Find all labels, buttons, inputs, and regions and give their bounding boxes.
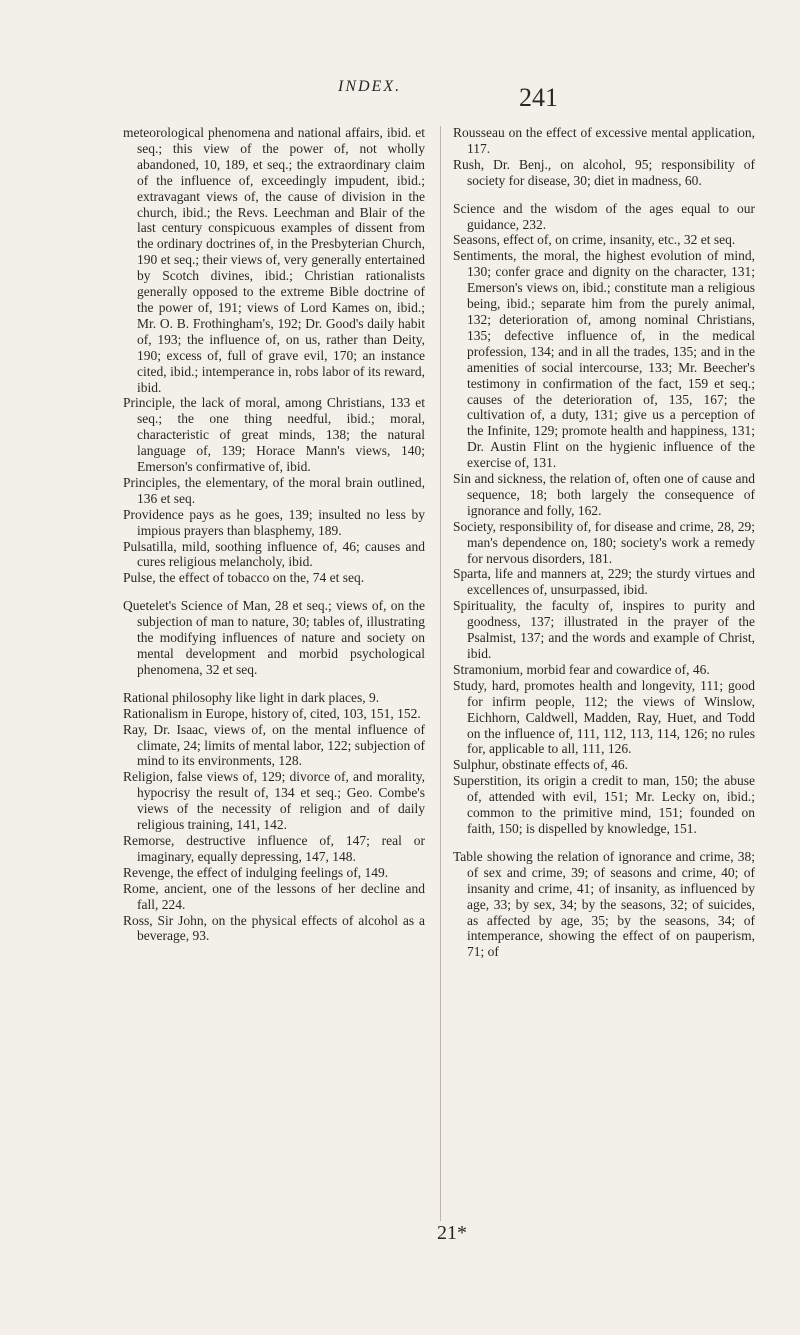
index-entry: Rome, ancient, one of the lessons of her decline and fall, 224. [123, 880, 425, 912]
index-entry: Pulsatilla, mild, soothing influence of, 46; causes and cures religious melancholy, ibid. [123, 538, 425, 570]
index-entry: Table showing the relation of ignorance and crime, 38; of sex and crime, 39; of seasons and crime, 40; of insanity and crime, 41; of insanity, as influenced by age, 33; by sex, 34; by the seasons, 32; of suicides, as affected by age, 35; by the seasons, 34; of intemperance, showing the effect of on pauperism, 71; of [453, 848, 755, 960]
page-header-title: INDEX. [338, 78, 402, 95]
index-entry: Principle, the lack of moral, among Christians, 133 et seq.; the one thing needful, ibid.; moral, characteristic of great minds, 138; the natural language of, 139; Horace Mann's views, 140; Emerson's confirmative of, ibid. [123, 395, 425, 475]
index-column-left [123, 125, 425, 944]
signature-mark: 21* [437, 1222, 467, 1244]
page-number: 241 [519, 83, 558, 112]
index-entry: Pulse, the effect of tobacco on the, 74 et seq. [123, 570, 365, 586]
index-entry: Seasons, effect of, on crime, insanity, etc., 32 et seq. [453, 232, 736, 248]
column-divider [440, 126, 441, 1221]
index-entry: Religion, false views of, 129; divorce of, and morality, hypocrisy the result of, 134 et seq.; Geo. Combe's views of the necessity of religion and of daily religious training, 141, 142. [123, 769, 425, 833]
index-entry: Superstition, its origin a credit to man, 150; the abuse of, attended with evil, 151; Mr. Lecky on, ibid.; common to the primitive mind, 151; founded on faith, 150; is dispelled by knowledge, 151. [453, 773, 755, 836]
index-entry: Sparta, life and manners at, 229; the sturdy virtues and excellences of, unsurpassed, ibid. [453, 566, 755, 598]
index-entry: Quetelet's Science of Man, 28 et seq.; views of, on the subjection of man to nature, 30; tables of, illustrating the modifying influences of nature and society on mental development and morbid psychological phenomena, 32 et seq. [123, 598, 425, 677]
index-entry: Science and the wisdom of the ages equal to our guidance, 232. [453, 200, 755, 232]
index-entry: Rousseau on the effect of excessive mental application, 117. [453, 125, 755, 156]
index-entry: Ray, Dr. Isaac, views of, on the mental influence of climate, 24; limits of mental labor, 122; subjection of mind to its environments, 128. [123, 721, 425, 769]
index-entry: Revenge, the effect of indulging feelings of, 149. [123, 864, 389, 880]
index-column-right [453, 125, 755, 960]
index-entry: Study, hard, promotes health and longevity, 111; good for infirm people, 112; the views of Winslow, Eichhorn, Caldwell, Madden, Ray, Huet, and Todd on the influence of, 111, 112, 113, 114, 126; no rules for, applicable to all, 111, 126. [453, 677, 755, 757]
index-entry: Remorse, destructive influence of, 147; real or imaginary, equally depressing, 147, 148. [123, 832, 425, 864]
index-entry: Sin and sickness, the relation of, often one of cause and sequence, 18; both largely the consequence of ignorance and folly, 162. [453, 471, 755, 518]
index-entry: Ross, Sir John, on the physical effects of alcohol as a beverage, 93. [123, 912, 425, 944]
index-entry: Rationalism in Europe, history of, cited, 103, 151, 152. [123, 705, 421, 721]
index-entry: Rational philosophy like light in dark places, 9. [123, 689, 380, 705]
index-entry: Providence pays as he goes, 139; insulted no less by impious prayers than blasphemy, 189. [123, 506, 425, 538]
index-entry: Sentiments, the moral, the highest evolution of mind, 130; confer grace and dignity on the character, 131; Emerson's views on, ibid.; constitute man a religious being, ibid.; separate him from the purely animal, 132; deterioration of, among nominal Christians, 135; defective influence of, in the medical profession, 134; and in all the trades, 135; and in the amenities of social intercourse, 133; Mr. Beecher's testimony in confirmation of the fact, 159 et seq.; causes of the deterioration of, 135, 167; the cultivation of, a duty, 131; give us a perception of the Infinite, 129; promote health and happiness, 131; Dr. Austin Flint on the hygienic influence of the exercise of, 131. [453, 248, 755, 471]
index-entry: Principles, the elementary, of the moral brain outlined, 136 et seq. [123, 474, 425, 506]
index-entry: Sulphur, obstinate effects of, 46. [453, 757, 629, 773]
index-entry: Society, responsibility of, for disease and crime, 28, 29; man's dependence on, 180; society's work a remedy for nervous disorders, 181. [453, 518, 755, 566]
index-entry: Spirituality, the faculty of, inspires to purity and goodness, 137; illustrated in the prayer of the Psalmist, 137; and the words and example of Christ, ibid. [453, 598, 755, 661]
index-entry: meteorological phenomena and national affairs, ibid. et seq.; this view of the power of, not wholly abandoned, 10, 189, et seq.; the extraordinary claim of the influence of, exceedingly impudent, ibid.; extravagant views of, the cause of division in the church, ibid.; the Revs. Leechman and Blair of the last century conspicuous examples of dissent from the ordinary doctrines of, in the Presbyterian Church, 190 et seq.; their views of, very generally entertained by Scotch divines, ibid.; Christian rationalists generally opposed to the extreme Bible doctrine of the power of, 191; views of Lord Kames on, ibid.; Mr. O. B. Frothingham's, 192; Dr. Good's daily habit of, 193; the influence of, on us, rather than Deity, 190; excess of, full of grave evil, 170; an instance cited, ibid.; intemperance in, robs labor of its reward, ibid. [123, 125, 425, 395]
index-entry: Rush, Dr. Benj., on alcohol, 95; responsibility of society for disease, 30; diet in madness, 60. [453, 156, 755, 188]
index-entry: Stramonium, morbid fear and cowardice of, 46. [453, 661, 710, 677]
